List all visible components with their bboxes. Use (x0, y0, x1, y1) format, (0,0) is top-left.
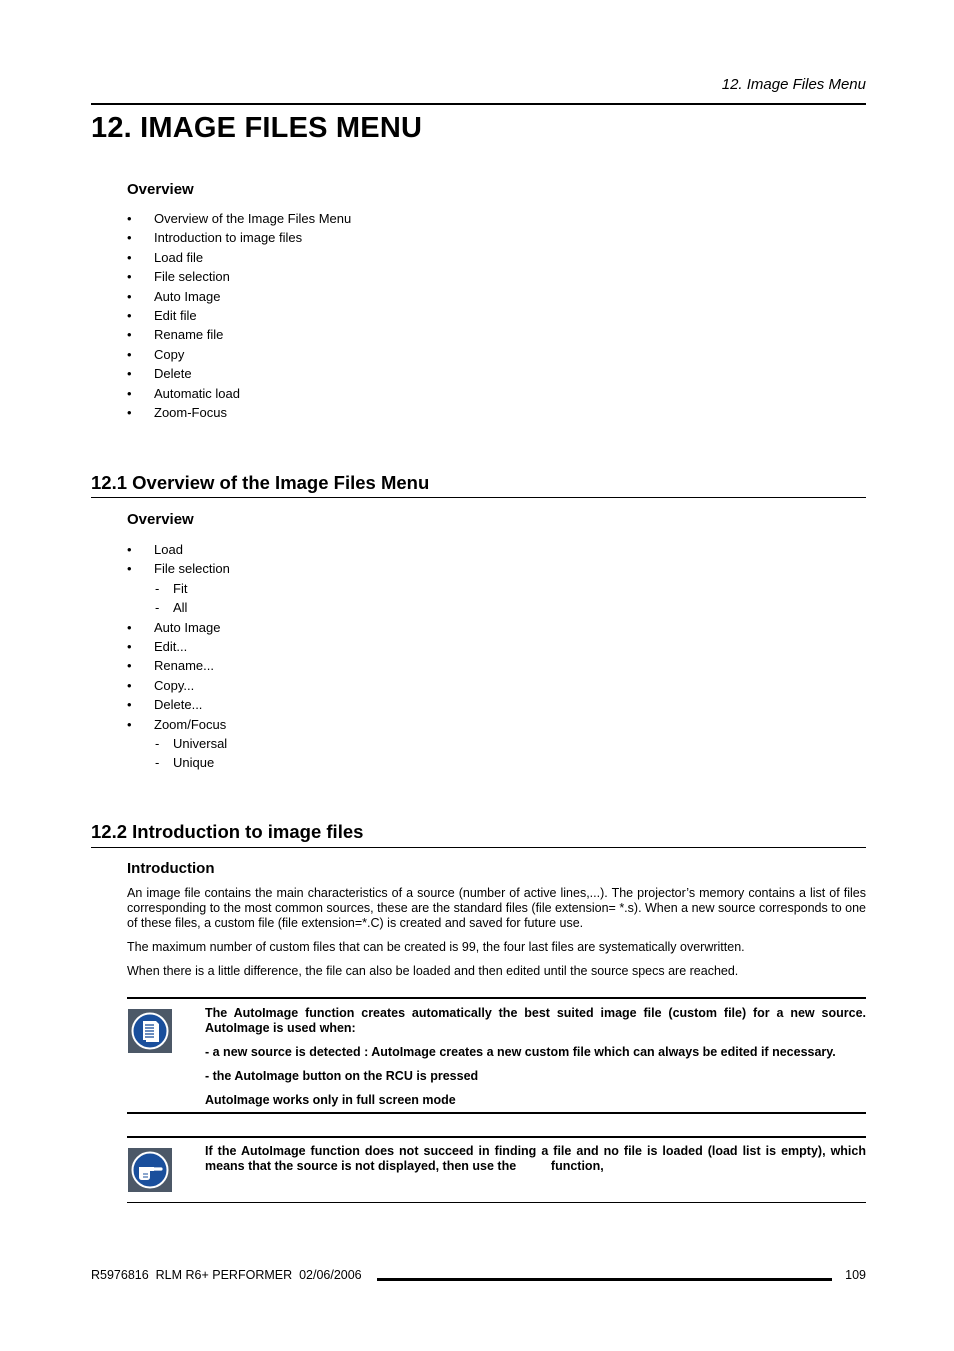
header-rule (91, 103, 866, 105)
note-text (205, 1144, 870, 1183)
page-number: 109 (845, 1268, 866, 1282)
sub-list-item: - Fit (127, 579, 230, 598)
section-rule (91, 497, 866, 498)
section-12-2-title: 12.2 Introduction to image files (91, 821, 364, 842)
list-item: • Load file (127, 248, 351, 267)
note-top-rule (127, 997, 866, 999)
overview-heading: Overview (127, 181, 194, 198)
list-item: • Delete... (127, 695, 230, 714)
list-item: • Copy... (127, 676, 230, 695)
list-item: • File selection (127, 559, 230, 578)
sub-list-item: - Unique (127, 753, 230, 772)
list-item: • Load (127, 540, 230, 559)
overview-list (127, 209, 351, 422)
intro-paragraph: An image file contains the main characteristics of a source (number of active lines,...). The projector’s memory contains a list of files corresponding to the most common sources, these are the standard files (file extension= *.s). When a new source corresponds to one of these files, a custom file (file extension=*.C) is created and saved for future use. (127, 886, 866, 930)
note-text (205, 1006, 866, 1117)
note-line: AutoImage works only in full screen mode (205, 1093, 456, 1107)
list-item: • Edit file (127, 306, 351, 325)
sub-list-item: - Universal (127, 734, 230, 753)
note-document-icon (128, 1009, 172, 1053)
note-line: - a new source is detected : AutoImage creates a new custom file which can always be edited if necessary. (205, 1045, 836, 1059)
list-item: • Rename file (127, 325, 351, 344)
note-line: If the AutoImage function does not succeed in finding a file and no file is loaded (load list is empty), which means that the source is not displayed, then use the function, (205, 1144, 870, 1173)
note-line: - the AutoImage button on the RCU is pressed (205, 1069, 479, 1083)
note-top-rule (127, 1136, 866, 1138)
list-item: • Auto Image (127, 618, 230, 637)
section-rule (91, 847, 866, 848)
list-item: • Copy (127, 345, 351, 364)
list-item: • Automatic load (127, 384, 351, 403)
list-item: • Overview of the Image Files Menu (127, 209, 351, 228)
footer-rule (377, 1278, 832, 1281)
section-12-1-list (127, 540, 230, 773)
note-bottom-rule (127, 1112, 866, 1114)
list-item: • Edit... (127, 637, 230, 656)
intro-paragraph: The maximum number of custom files that can be created is 99, the four last files are systematically overwritten. (127, 940, 745, 954)
list-item: • Introduction to image files (127, 228, 351, 247)
note-line: The AutoImage function creates automatically the best suited image file (custom file) for a new source. AutoImage is used when: (205, 1006, 866, 1035)
intro-paragraph: When there is a little difference, the file can also be loaded and then edited until the source specs are reached. (127, 964, 739, 978)
running-head: 12. Image Files Menu (721, 76, 866, 93)
note-bottom-rule (127, 1202, 866, 1203)
chapter-title: 12. IMAGE FILES MENU (91, 112, 423, 144)
list-item: • Auto Image (127, 287, 351, 306)
list-item: • Zoom/Focus (127, 715, 230, 734)
section-12-1-heading: Overview (127, 511, 194, 528)
section-12-1-title: 12.1 Overview of the Image Files Menu (91, 472, 430, 493)
footer-doc-info: R5976816 RLM R6+ PERFORMER 02/06/2006 (91, 1268, 362, 1282)
list-item: • File selection (127, 267, 351, 286)
sub-list-item: - All (127, 598, 230, 617)
list-item: • Zoom-Focus (127, 403, 351, 422)
list-item: • Rename... (127, 656, 230, 675)
pointing-hand-icon (128, 1148, 172, 1192)
section-12-2-heading: Introduction (127, 860, 215, 877)
list-item: • Delete (127, 364, 351, 383)
